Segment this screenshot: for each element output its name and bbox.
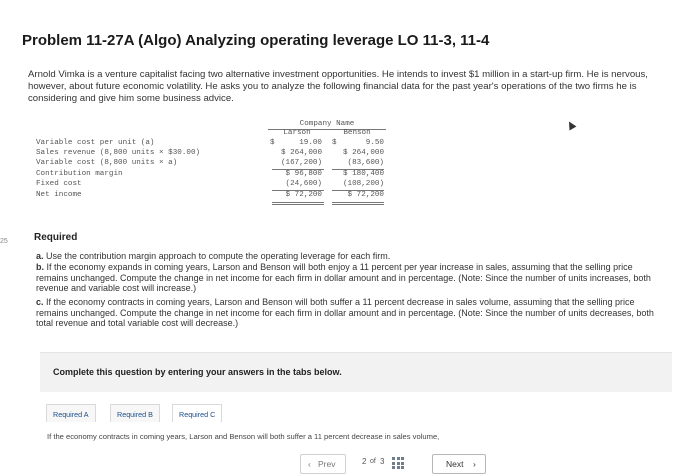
larson-value: $ 96,800 [285,170,322,178]
benson-value: (108,200) [342,180,384,188]
total-double-rule [272,204,324,205]
larson-value: (167,200) [280,159,322,167]
problem-intro: Arnold Vimka is a venture capitalist facing two alternative investment opportunities. He intends to invest $1 million in a start-up firm. He is nervous, however, about future economic volatility. He asks you to analyze the following financial data for the past year's operations of the two firms he is considering and give him some business advice. [28,69,648,104]
larson-value: $ 264,000 [280,149,322,157]
total-double-rule [332,204,384,205]
page-of: of [370,458,376,465]
grid-menu-icon[interactable] [392,457,404,469]
page-current: 2 [362,457,367,466]
larson-value: (24,600) [285,180,322,188]
required-heading: Required [34,232,78,243]
row-label: Net income [36,191,82,199]
tab-required-b[interactable]: Required B [110,404,160,422]
prev-button-label: Prev [318,459,336,469]
row-label: Variable cost (8,800 units × a) [36,159,178,167]
row-label: Fixed cost [36,180,82,188]
requirement-c [36,297,666,329]
prev-button[interactable] [300,454,346,474]
mouse-pointer-icon [566,120,577,131]
page-total: 3 [380,457,385,466]
requirement-b-prefix: b. [36,262,44,272]
next-button-label: Next [446,459,464,469]
column-larson: Larson [283,129,311,137]
side-margin-marker: 25 [0,238,8,245]
currency-sign: $ [332,139,337,147]
chevron-right-icon: › [473,459,476,469]
company-name-header: Company Name [299,120,355,128]
currency-sign: $ [270,139,275,147]
tab-required-a[interactable]: Required A [46,404,96,422]
instructions-banner [40,352,672,392]
benson-value: 9.50 [365,139,384,147]
instructions-text: Complete this question by entering your answers in the tabs below. [53,367,342,377]
requirement-b-text: If the economy expands in coming years, Larson and Benson will both enjoy a 11 percent per year increase in sales, assuming that the selling price remains unchanged. Compute the change in net income for each firm in dollar amount and in percentage. (Note: Since the number of units increases, both revenue and variable cost will increase.) [36,262,651,294]
requirement-tabs [40,398,672,428]
benson-value: (83,600) [347,159,384,167]
larson-value: 19.00 [299,139,322,147]
column-benson: Benson [343,129,371,137]
total-double-rule [332,202,384,203]
problem-title: Problem 11-27A (Algo) Analyzing operating leverage LO 11-3, 11-4 [22,32,490,49]
tab-required-c[interactable]: Required C [172,404,222,422]
benson-value: $ 264,000 [342,149,384,157]
row-label: Contribution margin [36,170,123,178]
requirement-b [36,262,666,294]
requirement-c-text: If the economy contracts in coming years, Larson and Benson will both suffer a 11 percent decrease in sales volume, assuming that the selling price remains unchanged. Compute the change in net income for each firm in dollar amount and in percentage. (Note: Since the number of units decreases, both total revenue and total variable cost will decrease.) [36,297,654,329]
tab-prompt-text: If the economy contracts in coming years, Larson and Benson will both suffer a 11 percent decrease in sales volume, [47,432,440,441]
requirement-a [36,251,666,262]
chevron-left-icon: ‹ [308,459,311,469]
requirement-c-prefix: c. [36,297,44,307]
total-double-rule [272,202,324,203]
requirement-a-prefix: a. [36,251,44,261]
benson-value: $ 180,400 [342,170,384,178]
benson-value: $ 72,200 [347,191,384,199]
row-label: Variable cost per unit (a) [36,139,155,147]
financial-data-table [36,120,392,208]
requirement-a-text: Use the contribution margin approach to compute the operating leverage for each firm. [46,251,391,261]
row-label: Sales revenue (8,800 units × $30.00) [36,149,201,157]
larson-value: $ 72,200 [285,191,322,199]
next-button[interactable] [432,454,486,474]
